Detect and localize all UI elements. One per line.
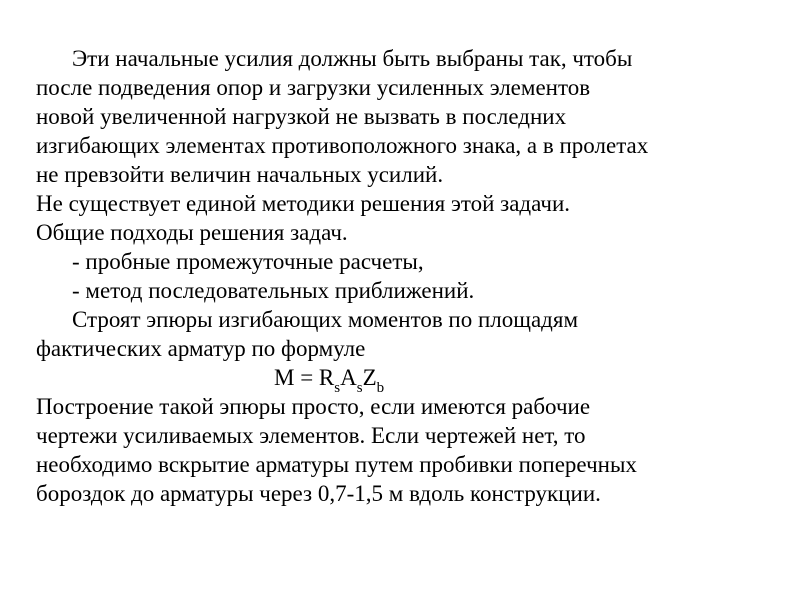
bullet-item-trial-calculations: - пробные промежуточные расчеты,	[72, 249, 424, 274]
paragraph-3-line-3: необходимо вскрытие арматуры путем пробивки поперечных	[36, 452, 637, 477]
formula-z: Z	[362, 365, 377, 390]
paragraph-2-line-2: фактических арматур по формуле	[36, 336, 366, 361]
formula-subscript-s1: s	[334, 380, 341, 396]
formula-subscript-b: b	[376, 380, 385, 396]
paragraph-1-line-5: не превзойти величин начальных усилий.	[36, 162, 444, 187]
general-approaches-heading: Общие подходы решения задач.	[36, 220, 348, 245]
paragraph-1-line-1: Эти начальные усилия должны быть выбраны так, чтобы	[72, 46, 633, 71]
formula-lhs: M = R	[274, 365, 335, 390]
paragraph-3-line-4: бороздок до арматуры через 0,7-1,5 м вдоль конструкции.	[36, 481, 601, 506]
no-method-statement: Не существует единой методики решения этой задачи.	[36, 191, 571, 216]
paragraph-3-line-1: Построение такой эпюры просто, если имеются рабочие	[36, 394, 591, 419]
paragraph-1-line-4: изгибающих элементах противоположного знака, а в пролетах	[36, 133, 649, 158]
paragraph-1-line-2: после подведения опор и загрузки усиленных элементов	[36, 75, 591, 100]
paragraph-2-line-1: Строят эпюры изгибающих моментов по площадям	[72, 307, 579, 332]
formula-subscript-s2: s	[356, 380, 363, 396]
moment-formula	[36, 363, 776, 396]
bullet-item-successive-approximations: - метод последовательных приближений.	[72, 278, 475, 303]
paragraph-1-line-3: новой увеличенной нагрузкой не вызвать в последних	[36, 104, 567, 129]
text-body	[36, 44, 776, 508]
formula-a: A	[340, 365, 357, 390]
paragraph-3-line-2: чертежи усиливаемых элементов. Если чертежей нет, то	[36, 423, 586, 448]
